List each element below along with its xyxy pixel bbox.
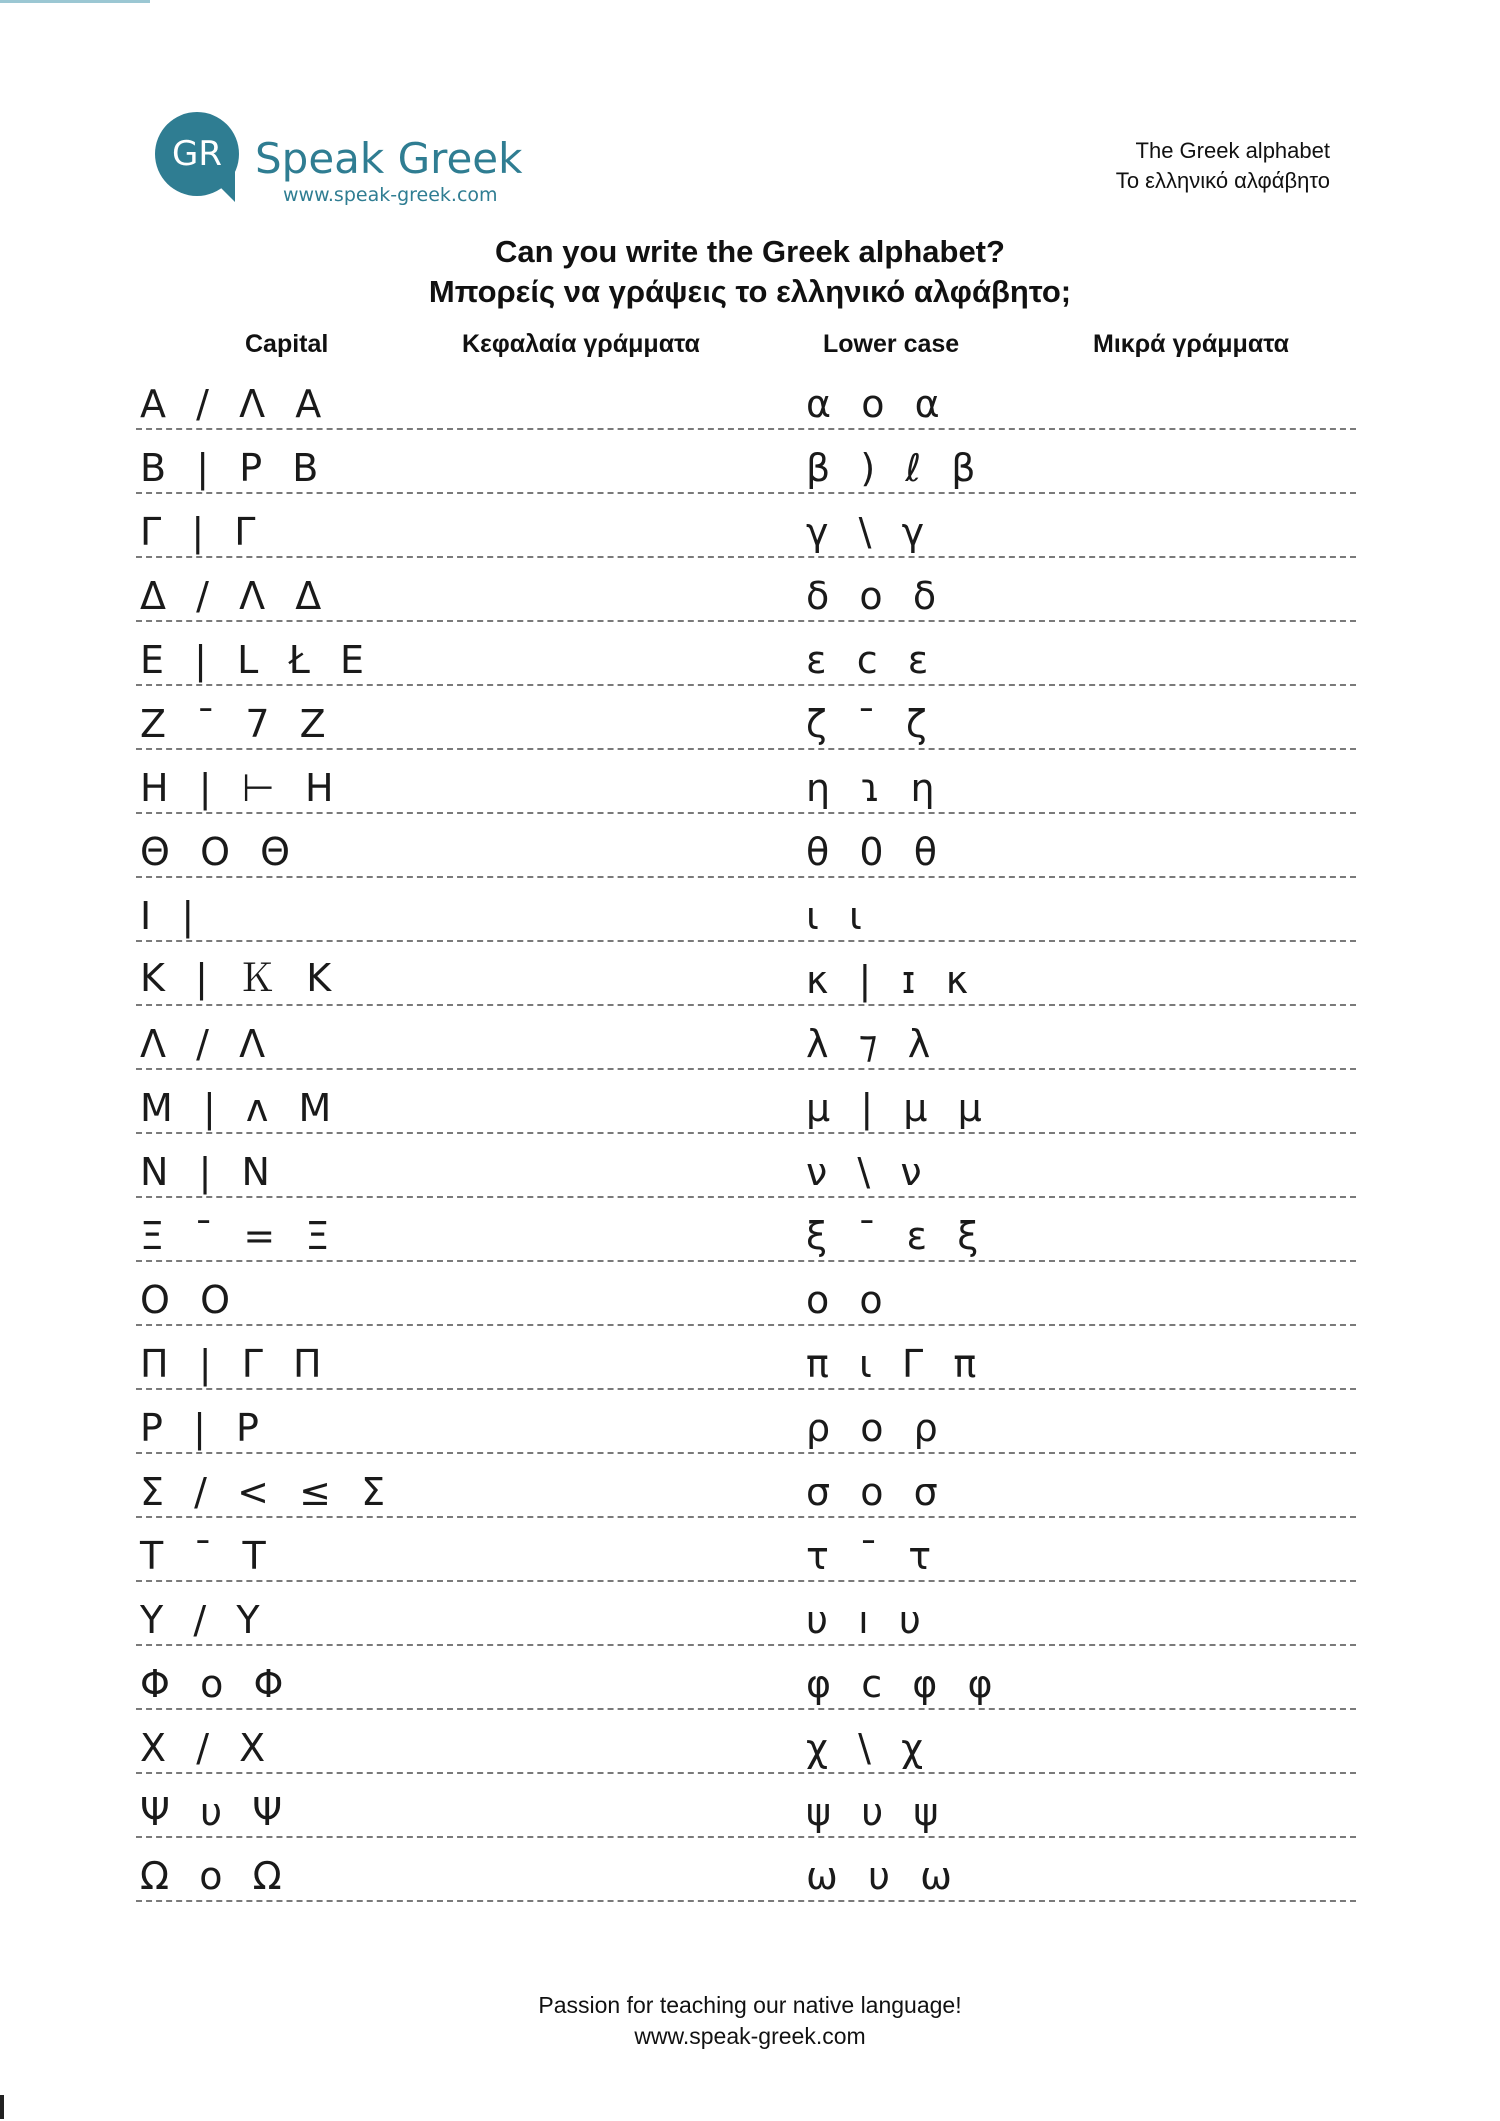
practice-row — [136, 436, 1356, 500]
lower-case-letter-strokes: χ \ χ — [806, 1726, 926, 1770]
footer — [0, 1990, 1500, 2052]
practice-row — [136, 1844, 1356, 1908]
dashed-writing-line — [136, 1068, 1356, 1070]
lower-case-letter-strokes: ψ υ ψ — [806, 1790, 941, 1834]
document-title-en: The Greek alphabet — [1135, 138, 1330, 163]
practice-row — [136, 756, 1356, 820]
capital-letter-strokes: Ρ | Ρ — [140, 1406, 261, 1450]
practice-lines — [136, 372, 1356, 1908]
practice-row — [136, 1012, 1356, 1076]
practice-row — [136, 628, 1356, 692]
lower-case-letter-strokes: ω υ ω — [806, 1854, 954, 1898]
dashed-writing-line — [136, 1196, 1356, 1198]
lower-case-letter-strokes: ι ι — [806, 894, 864, 938]
capital-letter-strokes: Ω ο Ω — [140, 1854, 284, 1898]
logo-url: www.speak-greek.com — [283, 184, 498, 206]
lower-case-letter-strokes: μ | μ μ — [806, 1086, 984, 1130]
practice-row — [136, 1524, 1356, 1588]
capital-letter-strokes: Λ / Λ — [140, 1022, 268, 1066]
dashed-writing-line — [136, 1772, 1356, 1774]
page-heading — [0, 232, 1500, 312]
dashed-writing-line — [136, 940, 1356, 942]
capital-letter-strokes: Κ | Ｋ Κ — [140, 956, 334, 1000]
capital-letter-strokes: Ι | — [140, 894, 197, 938]
capital-letter-strokes: Δ / Λ Δ — [140, 574, 324, 618]
lower-case-letter-strokes: ε c ε — [806, 638, 931, 682]
dashed-writing-line — [136, 1644, 1356, 1646]
logo-badge-text: GR — [172, 134, 222, 174]
capital-letter-strokes: Η | ⊢ Η — [140, 766, 336, 810]
practice-row — [136, 564, 1356, 628]
lower-case-letter-strokes: ζ ¯ ζ — [806, 702, 929, 746]
footer-url: www.speak-greek.com — [634, 2023, 866, 2049]
capital-letter-strokes: Τ ¯ Τ — [140, 1534, 268, 1578]
lower-case-letter-strokes: σ ο σ — [806, 1470, 940, 1514]
lower-case-letter-strokes: ρ ο ρ — [806, 1406, 940, 1450]
dashed-writing-line — [136, 1836, 1356, 1838]
document-title — [1116, 136, 1330, 196]
footer-tagline: Passion for teaching our native language! — [538, 1992, 962, 2018]
top-edge-rule — [0, 0, 150, 3]
dashed-writing-line — [136, 1324, 1356, 1326]
capital-letter-strokes: Μ | ʌ Μ — [140, 1086, 334, 1130]
dashed-writing-line — [136, 684, 1356, 686]
capital-letter-strokes: Χ / Χ — [140, 1726, 268, 1770]
dashed-writing-line — [136, 556, 1356, 558]
practice-row — [136, 1268, 1356, 1332]
lower-case-letter-strokes: ξ ¯ ɛ ξ — [806, 1214, 981, 1258]
lower-case-letter-strokes: υ ı υ — [806, 1598, 923, 1642]
lower-case-letter-strokes: δ ο δ — [806, 574, 939, 618]
practice-row — [136, 1588, 1356, 1652]
column-header-lower-case-greek: Μικρά γράμματα — [1093, 330, 1290, 358]
dashed-writing-line — [136, 620, 1356, 622]
lower-case-letter-strokes: κ | ɪ κ — [806, 958, 971, 1002]
practice-row — [136, 692, 1356, 756]
practice-row — [136, 500, 1356, 564]
lower-case-letter-strokes: ν \ ν — [806, 1150, 924, 1194]
practice-row — [136, 1460, 1356, 1524]
column-header-lower-case: Lower case — [823, 330, 960, 358]
capital-letter-strokes: Ψ υ Ψ — [140, 1790, 285, 1834]
capital-letter-strokes: Α / Λ Α — [140, 382, 324, 426]
scan-edge-mark — [0, 2095, 4, 2119]
lower-case-letter-strokes: τ ¯ τ — [806, 1534, 934, 1578]
practice-row — [136, 820, 1356, 884]
practice-row — [136, 372, 1356, 436]
capital-letter-strokes: Θ Ο Θ — [140, 830, 293, 874]
practice-row — [136, 1652, 1356, 1716]
lower-case-letter-strokes: π ι Γ π — [806, 1342, 979, 1386]
dashed-writing-line — [136, 876, 1356, 878]
capital-letter-strokes: Ζ ¯ 7 Ζ — [140, 702, 328, 746]
practice-row — [136, 948, 1356, 1012]
column-header-capital: Capital — [245, 330, 329, 358]
column-header-capital-greek: Κεφαλαία γράμματα — [462, 330, 700, 358]
lower-case-letter-strokes: ο ο — [806, 1278, 885, 1322]
capital-letter-strokes: Ο Ο — [140, 1278, 232, 1322]
dashed-writing-line — [136, 1516, 1356, 1518]
capital-letter-strokes: Φ ο Φ — [140, 1662, 286, 1706]
dashed-writing-line — [136, 1452, 1356, 1454]
heading-gr: Μπορείς να γράψεις το ελληνικό αλφάβητο; — [428, 274, 1072, 309]
lower-case-letter-strokes: γ \ γ — [806, 510, 927, 554]
capital-letter-strokes: Υ / Υ — [140, 1598, 262, 1642]
capital-letter-strokes: Γ | Γ — [140, 510, 258, 554]
practice-row — [136, 1716, 1356, 1780]
capital-letter-strokes: Ν | Ν — [140, 1150, 272, 1194]
dashed-writing-line — [136, 1132, 1356, 1134]
practice-row — [136, 1396, 1356, 1460]
lower-case-letter-strokes: λ ⁊ λ — [806, 1022, 933, 1066]
dashed-writing-line — [136, 1580, 1356, 1582]
practice-row — [136, 1076, 1356, 1140]
dashed-writing-line — [136, 428, 1356, 430]
practice-row — [136, 1780, 1356, 1844]
capital-letter-strokes: Ξ ¯ = Ξ — [140, 1214, 332, 1258]
document-title-gr: Το ελληνικό αλφάβητο — [1115, 168, 1330, 193]
capital-letter-strokes: Ε | L Ł Ε — [140, 638, 366, 682]
lower-case-letter-strokes: θ 0 θ — [806, 830, 939, 874]
dashed-writing-line — [136, 1900, 1356, 1902]
heading-en: Can you write the Greek alphabet? — [495, 234, 1005, 269]
capital-letter-strokes: Β | Ρ Β — [140, 446, 321, 490]
dashed-writing-line — [136, 1388, 1356, 1390]
dashed-writing-line — [136, 1260, 1356, 1262]
dashed-writing-line — [136, 812, 1356, 814]
dashed-writing-line — [136, 492, 1356, 494]
dashed-writing-line — [136, 1004, 1356, 1006]
practice-row — [136, 1204, 1356, 1268]
practice-row — [136, 1140, 1356, 1204]
practice-row — [136, 884, 1356, 948]
lower-case-letter-strokes: η ɿ η — [806, 766, 937, 810]
logo-name: Speak Greek — [255, 134, 523, 183]
lower-case-letter-strokes: φ c φ φ — [806, 1662, 995, 1706]
lower-case-letter-strokes: β ) ℓ β — [806, 446, 978, 490]
capital-letter-strokes: Π | Γ Π — [140, 1342, 324, 1386]
dashed-writing-line — [136, 1708, 1356, 1710]
lower-case-letter-strokes: α ο α — [806, 382, 942, 426]
capital-letter-strokes: Σ / < ≤ Σ — [140, 1470, 388, 1514]
dashed-writing-line — [136, 748, 1356, 750]
practice-row — [136, 1332, 1356, 1396]
